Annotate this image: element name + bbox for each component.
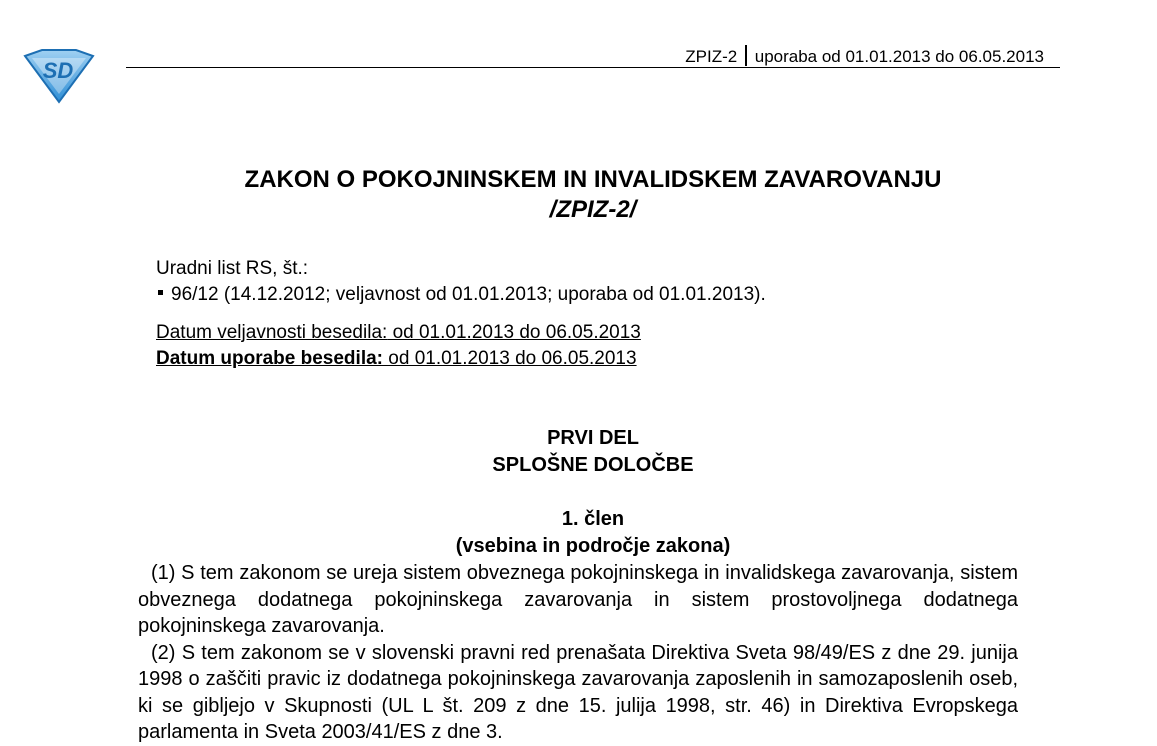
- gazette-label: Uradni list RS, št.:: [156, 258, 309, 279]
- header-text: [685, 45, 1044, 67]
- article-title: (vsebina in področje zakona): [455, 535, 731, 557]
- sd-logo-icon: [22, 48, 96, 104]
- part-title: SPLOŠNE DOLOČBE: [492, 454, 694, 476]
- article-number: 1. člen: [561, 508, 625, 530]
- part-number: PRVI DEL: [547, 427, 639, 449]
- article-paragraph-1: (1) S tem zakonom se ureja sistem obveznega pokojninskega in invalidskega zavarovanja, sistem obveznega dodatnega pokojninskega zavarovanja in sistem prostovoljnega dodatnega pokojninskega zavarovanja.: [138, 562, 1018, 637]
- article-heading: [126, 506, 1060, 560]
- gazette-entry: [156, 282, 766, 308]
- header-usage: uporaba od 01.01.2013 do 06.05.2013: [754, 47, 1044, 66]
- usage-date: [156, 346, 641, 372]
- law-title: [126, 165, 1060, 225]
- part-heading: [126, 425, 1060, 479]
- law-title-abbreviation: /ZPIZ-2/: [549, 196, 637, 223]
- validity-date: [156, 320, 641, 346]
- article-body: [138, 560, 1018, 746]
- page-header: [126, 44, 1060, 68]
- validity-value: od 01.01.2013 do 06.05.2013: [387, 322, 641, 343]
- usage-label: Datum uporabe besedila:: [156, 348, 383, 369]
- gazette-info: [156, 256, 766, 308]
- text-dates: [156, 320, 641, 372]
- usage-value: od 01.01.2013 do 06.05.2013: [383, 348, 637, 369]
- validity-label: Datum veljavnosti besedila:: [156, 322, 388, 343]
- header-separator: [745, 45, 747, 66]
- law-title-line1: ZAKON O POKOJNINSKEM IN INVALIDSKEM ZAVAROVANJU: [244, 166, 942, 193]
- header-code: ZPIZ-2: [685, 47, 738, 66]
- bullet-icon: [158, 290, 163, 295]
- gazette-entry-text: 96/12 (14.12.2012; veljavnost od 01.01.2013; uporaba od 01.01.2013).: [171, 284, 766, 305]
- article-paragraph-2: (2) S tem zakonom se v slovenski pravni red prenašata Direktiva Sveta 98/49/ES z dne 29. junija 1998 o zaščiti pravic iz dodatnega pokojninskega zavarovanja zaposlenih in samozaposlenih oseb, ki se gibljejo v Skupnosti (UL L št. 209 z dne 15. julija 1998, str. 46) in Direktiva Evropskega parlamenta in Sveta 2003/41/ES z dne 3.: [138, 641, 1018, 743]
- svg-text:SD: SD: [42, 58, 74, 83]
